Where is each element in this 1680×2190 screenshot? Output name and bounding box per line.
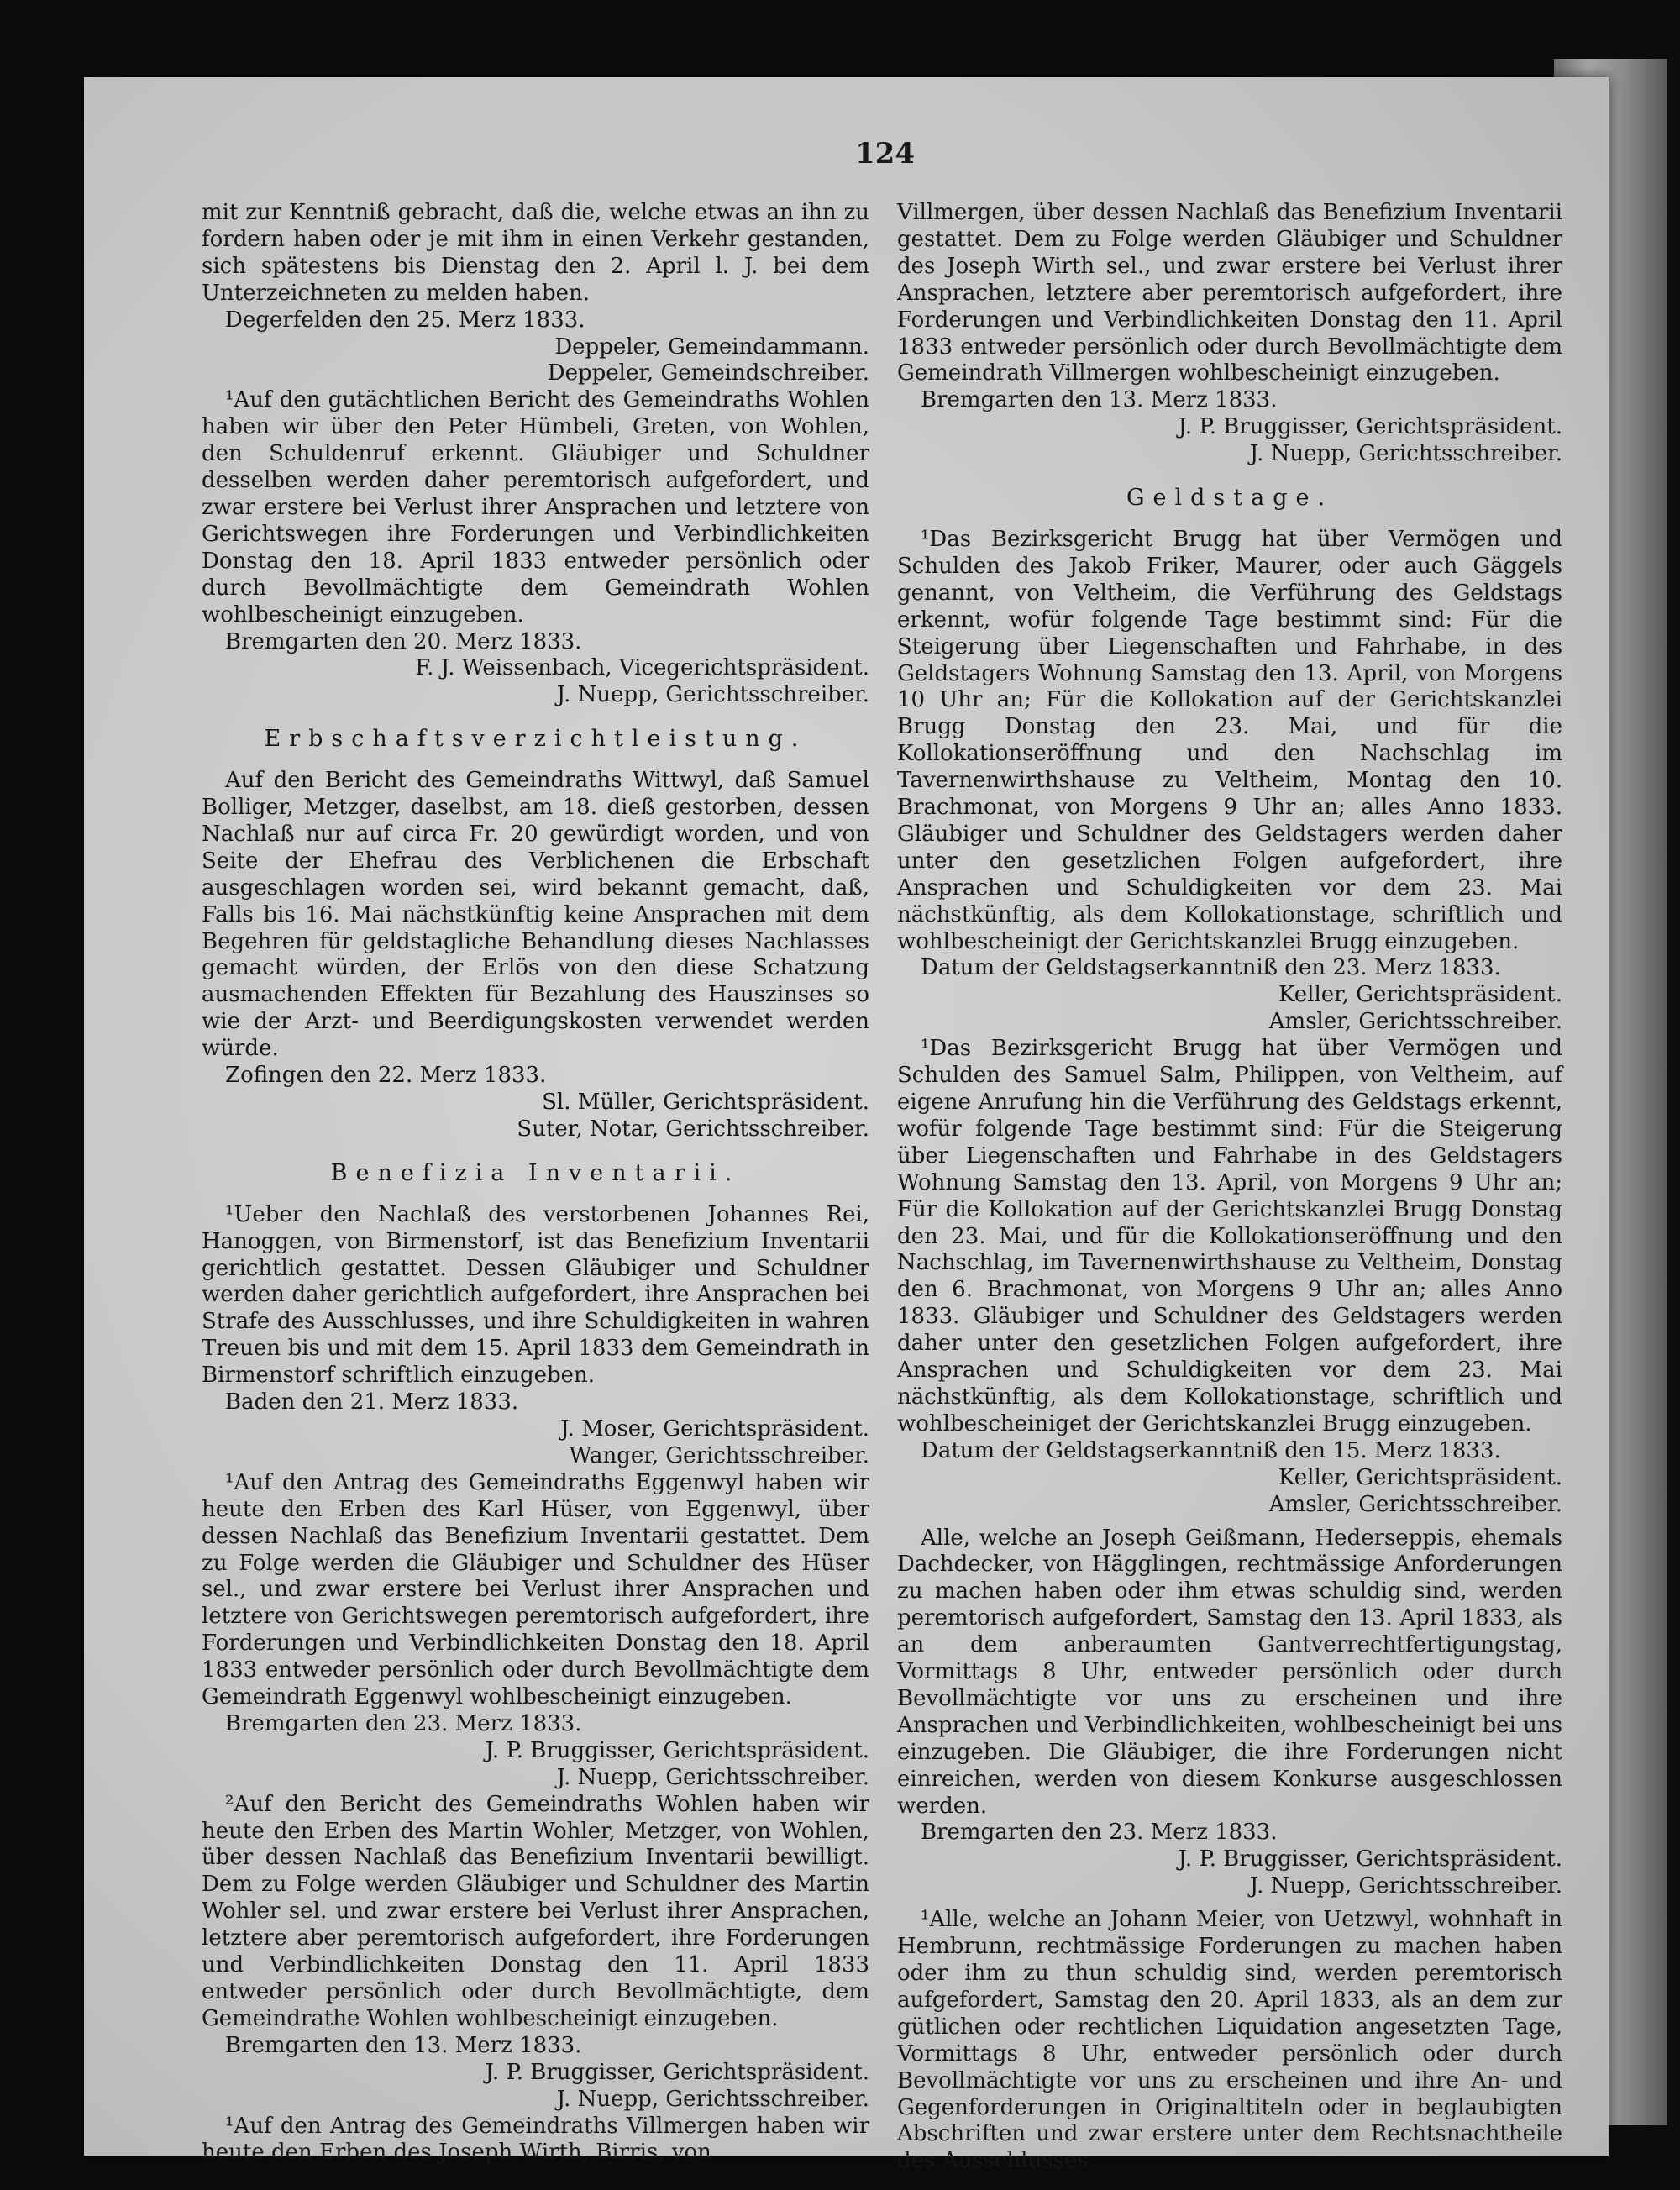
notice-degerfelden-signature-1: Deppeler, Gemeindammann.	[554, 333, 869, 360]
notice-salm-signature-1: Keller, Gerichtspräsident.	[1278, 1464, 1562, 1490]
notice-friker-signature-1: Keller, Gerichtspräsident.	[1278, 982, 1562, 1008]
notice-bolliger-signature-2: Suter, Notar, Gerichtsschreiber.	[517, 1116, 869, 1142]
section-heading-benefizia-inventarii: Benefizia Inventarii.	[330, 1159, 741, 1186]
right-column	[897, 200, 1562, 2175]
notice-bolliger-place: Zofingen den 22. Merz 1833.	[225, 1063, 547, 1089]
notice-wohler-signature-2: J. Nuepp, Gerichtsschreiber.	[556, 2086, 869, 2112]
notice-geissmann-place: Bremgarten den 23. Merz 1833.	[921, 1820, 1278, 1846]
left-column	[202, 200, 869, 2166]
notice-huembeli-signature-2: J. Nuepp, Gerichtsschreiber.	[556, 682, 869, 708]
notice-salm-place: Datum der Geldstagserkanntniß den 15. Merz 1833.	[921, 1437, 1501, 1463]
notice-rei-signature-2: Wanger, Gerichtsschreiber.	[569, 1442, 869, 1468]
notice-salm-signature-2: Amsler, Gerichtsschreiber.	[1268, 1491, 1562, 1517]
notice-wirth-place: Bremgarten den 13. Merz 1833.	[921, 387, 1278, 413]
notice-friker-signature-2: Amsler, Gerichtsschreiber.	[1268, 1009, 1562, 1035]
notice-bolliger-text: Auf den Bericht des Gemeindraths Wittwyl, daß Samuel Bolliger, Metzger, daselbst, am 18. dieß gestorben, dessen Nachlaß nur auf circa Fr. 20 gewürdigt worden, und von Seite der Ehefrau des Verblichenen die Erbschaft ausgeschlagen worden sei, wird bekannt gemacht, daß, Falls bis 16. Mai nächstkünftig keine Ansprachen mit dem Begehren für geldstagliche Behandlung dieses Nachlasses gemacht würden, der Erlös von den diese Schatzung ausmachenden Effekten für Bezahlung des Hauszinses so wie der Arzt- und Beerdigungskosten verwendet werden würde.	[202, 768, 869, 1062]
notice-geissmann-signature-1: J. P. Bruggisser, Gerichtspräsident.	[1178, 1846, 1562, 1872]
notice-meier-text: ¹Alle, welche an Johann Meier, von Uetzwyl, wohnhaft in Hembrunn, rechtmässige Forderungen zu machen haben oder ihm zu thun schuldig sind, werden peremtorisch aufgefordert, Samstag den 20. April 1833, als an dem zur gütlichen oder rechtlichen Liquidation angesetzten Tage, Vormittags 8 Uhr, entweder persönlich oder durch Bevollmächtigte vor uns zu erscheinen und ihre An- und Gegenforderungen in Originaltiteln oder in beglaubigten Abschriften und zwar erstere unter dem Rechtsnachtheile des Ausschlusses	[897, 1907, 1562, 2174]
notice-friker-text: ¹Das Bezirksgericht Brugg hat über Vermögen und Schulden des Jakob Friker, Maurer, oder auch Gäggels genannt, von Veltheim, die Verführung des Geldstags erkennt, wofür folgende Tage bestimmt sind: Für die Steigerung über Liegenschaften und Fahrhabe, in des Geldstagers Wohnung Samstag den 13. April, von Morgens 10 Uhr an; Für die Kollokation auf der Gerichtskanzlei Brugg Donstag den 23. Mai, und für die Kollokationseröffnung und den Nachschlag im Tavernenwirthshause zu Veltheim, Montag den 10. Brachmonat, von Morgens 9 Uhr an; alles Anno 1833. Gläubiger und Schuldner des Geldstagers werden daher unter den gesetzlichen Folgen aufgefordert, ihre Ansprachen und Schuldigkeiten vor dem 23. Mai nächstkünftig, als dem Kollokationstage, schriftlich und wohlbescheinigt der Gerichtskanzlei Brugg einzugeben.	[897, 526, 1562, 954]
notice-geissmann-signature-2: J. Nuepp, Gerichtsschreiber.	[1249, 1873, 1562, 1899]
notice-huembeli-place: Bremgarten den 20. Merz 1833.	[225, 628, 582, 654]
section-heading-geldstage: Geldstage.	[1126, 485, 1334, 512]
notice-wirth-signature-2: J. Nuepp, Gerichtsschreiber.	[1249, 441, 1562, 467]
notice-hueser-signature-1: J. P. Bruggisser, Gerichtspräsident.	[485, 1737, 869, 1763]
page-number: 124	[855, 137, 915, 171]
notice-hueser-signature-2: J. Nuepp, Gerichtsschreiber.	[556, 1764, 869, 1790]
section-heading-erbschaftsverzichtleistung: Erbschaftsverzichtleistung.	[264, 726, 807, 753]
notice-rei-text: ¹Ueber den Nachlaß des verstorbenen Johannes Rei, Hanoggen, von Birmenstorf, ist das Benefizium Inventarii gerichtlich gestattet. Dessen Gläubiger und Schuldner werden daher gerichtlich aufgefordert, ihre Ansprachen bei Strafe des Ausschlusses, und ihre Schuldigkeiten in wahren Treuen bis und mit dem 15. April 1833 dem Gemeindrath in Birmenstorf schriftlich einzugeben.	[202, 1201, 869, 1389]
notice-hueser-place: Bremgarten den 23. Merz 1833.	[225, 1710, 582, 1736]
notice-hueser-text: ¹Auf den Antrag des Gemeindraths Eggenwyl haben wir heute den Erben des Karl Hüser, von Eggenwyl, über dessen Nachlaß das Benefizium Inventarii gestattet. Dem zu Folge werden die Gläubiger und Schuldner des Hüser sel., und zwar erstere bei Verlust ihrer Ansprachen und letztere von Gerichtswegen peremtorisch aufgefordert, ihre Forderungen und Verbindlichkeiten Donstag den 18. April 1833 entweder persönlich oder durch Bevollmächtigte dem Gemeindrath Eggenwyl wohlbescheinigt einzugeben.	[202, 1469, 869, 1710]
notice-wirth-text-start: ¹Auf den Antrag des Gemeindraths Villmergen haben wir heute den Erben des Joseph Wirth, Birris, von	[202, 2113, 869, 2166]
notice-wohler-text: ²Auf den Bericht des Gemeindraths Wohlen haben wir heute den Erben des Martin Wohler, Metzger, von Wohlen, über dessen Nachlaß das Benefizium Inventarii bewilligt. Dem zu Folge werden Gläubiger und Schuldner des Martin Wohler sel. und zwar erstere bei Verlust ihrer Ansprachen, letztere aber peremtorisch aufgefordert, ihre Forderungen und Verbindlichkeiten Donstag den 11. April 1833 entweder persönlich oder durch Bevollmächtigte, dem Gemeindrathe Wohlen wohlbescheinigt einzugeben.	[202, 1791, 869, 2031]
notice-wohler-place: Bremgarten den 13. Merz 1833.	[225, 2032, 582, 2058]
notice-friker-place: Datum der Geldstagserkanntniß den 23. Merz 1833.	[921, 955, 1501, 981]
notice-wirth-text-continued: Villmergen, über dessen Nachlaß das Benefizium Inventarii gestattet. Dem zu Folge werden Gläubiger und Schuldner des Joseph Wirth sel., und zwar erstere bei Verlust ihrer Ansprachen, letztere aber peremtorisch aufgefordert, ihre Forderungen und Verbindlichkeiten Donstag den 11. April 1833 entweder persönlich oder durch Bevollmächtigte dem Gemeindrath Villmergen wohlbescheinigt einzugeben.	[897, 200, 1562, 386]
notice-wohler-signature-1: J. P. Bruggisser, Gerichtspräsident.	[485, 2059, 869, 2085]
notice-bolliger-signature-1: Sl. Müller, Gerichtspräsident.	[542, 1090, 869, 1115]
notice-rei-place: Baden den 21. Merz 1833.	[225, 1389, 519, 1415]
notice-salm-text: ¹Das Bezirksgericht Brugg hat über Vermögen und Schulden des Samuel Salm, Philippen, von Veltheim, auf eigene Anrufung hin die Verführung des Geldstags erkennt, wofür folgende Tage bestimmt sind: Für die Steigerung über Liegenschaften und Fahrhabe in des Geldstagers Wohnung Samstag den 13. April, von Morgens 9 Uhr an; Für die Kollokation auf der Gerichtskanzlei Brugg Donstag den 23. Mai, und für die Kollokationseröffnung und den Nachschlag, im Tavernenwirthshause zu Veltheim, Donstag den 6. Brachmonat, von Morgens 9 Uhr an; alles Anno 1833. Gläubiger und Schuldner des Geldstagers werden daher unter den gesetzlichen Folgen aufgefordert, ihre Ansprachen und Schuldigkeiten vor dem 23. Mai nächstkünftig, als dem Kollokationstage, schriftlich und wohlbescheiniget der Gerichtskanzlei Brugg einzugeben.	[897, 1036, 1562, 1436]
notice-degerfelden-text: mit zur Kenntniß gebracht, daß die, welche etwas an ihn zu fordern haben oder je mit ihm in einen Verkehr gestanden, sich spätestens bis Dienstag den 2. April l. J. bei dem Unterzeichneten zu melden haben.	[202, 200, 869, 306]
notice-degerfelden-signature-2: Deppeler, Gemeindschreiber.	[547, 360, 869, 386]
notice-geissmann-text: Alle, welche an Joseph Geißmann, Hederseppis, ehemals Dachdecker, von Hägglingen, rechtmässige Anforderungen zu machen haben oder ihm etwas schuldig sind, werden peremtorisch aufgefordert, Samstag den 13. April 1833, als an dem anberaumten Gantverrechtfertigungstag, Vormittags 8 Uhr, entweder persönlich oder durch Bevollmächtigte vor uns zu erscheinen und ihre Ansprachen und Verbindlichkeiten, wohlbescheinigt bei uns einzugeben. Die Gläubiger, die ihre Forderungen nicht einreichen, werden von diesem Konkurse ausgeschlossen werden.	[897, 1525, 1562, 1819]
notice-huembeli-signature-1: F. J. Weissenbach, Vicegerichtspräsident.	[415, 655, 869, 681]
notice-wirth-signature-1: J. P. Bruggisser, Gerichtspräsident.	[1178, 414, 1562, 440]
notice-rei-signature-1: J. Moser, Gerichtspräsident.	[560, 1415, 869, 1442]
notice-degerfelden-place: Degerfelden den 25. Merz 1833.	[225, 307, 585, 333]
notice-huembeli-text: ¹Auf den gutächtlichen Bericht des Gemeindraths Wohlen haben wir über den Peter Hümbeli, Greten, von Wohlen, den Schuldenruf erkennt. Gläubiger und Schuldner desselben werden daher peremtorisch aufgefordert, und zwar erstere bei Verlust ihrer Ansprachen und letztere von Gerichtswegen ihre Forderungen und Verbindlichkeiten Donstag den 18. April 1833 entweder persönlich oder durch Bevollmächtigte dem Gemeindrath Wohlen wohlbescheinigt einzugeben.	[202, 387, 869, 628]
